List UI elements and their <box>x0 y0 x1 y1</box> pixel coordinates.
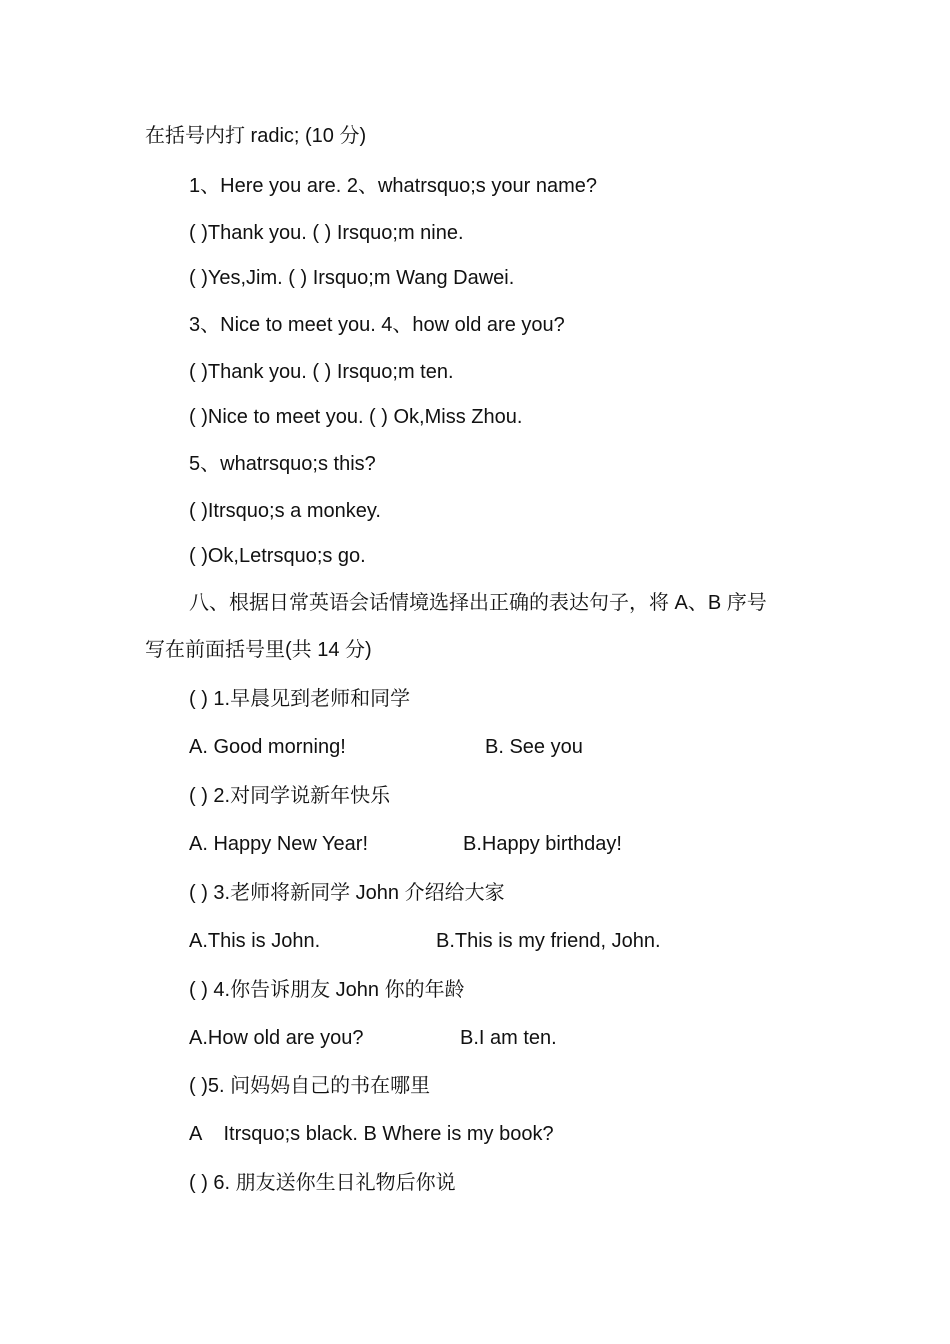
question-line: 3、Nice to meet you. 4、how old are you? <box>189 314 565 336</box>
question-line: ( ) 2.对同学说新年快乐 <box>189 785 391 807</box>
answer-line: ( )Ok,Letrsquo;s go. <box>189 545 366 567</box>
option-a: A.How old are you? <box>189 1027 364 1049</box>
option-b: B.This is my friend, John. <box>436 930 661 952</box>
answer-line: ( )Thank you. ( ) Irsquo;m ten. <box>189 361 454 383</box>
answer-line: ( )Itrsquo;s a monkey. <box>189 500 381 522</box>
option-a: A.This is John. <box>189 930 321 952</box>
question-line: ( ) 6. 朋友送你生日礼物后你说 <box>189 1172 456 1194</box>
section-header-eight: 八、根据日常英语会话情境选择出正确的表达句子，将 A、B 序号 <box>189 592 767 614</box>
option-b: B. See you <box>485 736 583 758</box>
option-a: A. Happy New Year! <box>189 833 368 855</box>
answer-line: ( )Nice to meet you. ( ) Ok,Miss Zhou. <box>189 406 523 428</box>
question-line: ( ) 3.老师将新同学 John 介绍给大家 <box>189 882 505 904</box>
option-a: A. Good morning! <box>189 736 346 758</box>
section-header-tick: 在括号内打 radic; (10 分) <box>145 125 367 147</box>
question-line: ( ) 4.你告诉朋友 John 你的年龄 <box>189 979 465 1001</box>
question-line: ( ) 1.早晨见到老师和同学 <box>189 688 411 710</box>
answer-line: ( )Yes,Jim. ( ) Irsquo;m Wang Dawei. <box>189 267 515 289</box>
answer-line: A Itrsquo;s black. B Where is my book? <box>189 1123 554 1145</box>
option-b: B.I am ten. <box>460 1027 557 1049</box>
question-line: ( )5. 问妈妈自己的书在哪里 <box>189 1075 431 1097</box>
section-header-eight-cont: 写在前面括号里(共 14 分) <box>145 639 372 661</box>
question-line: 1、Here you are. 2、whatrsquo;s your name? <box>189 175 597 197</box>
question-line: 5、whatrsquo;s this? <box>189 453 376 475</box>
option-b: B.Happy birthday! <box>463 833 622 855</box>
answer-line: ( )Thank you. ( ) Irsquo;m nine. <box>189 222 464 244</box>
